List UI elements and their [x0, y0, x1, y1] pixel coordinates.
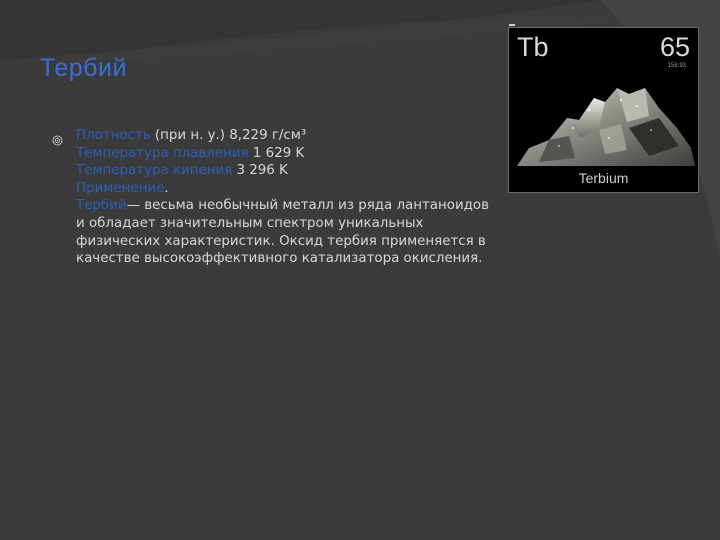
slide-body-text — [76, 127, 526, 268]
slide-title: Тербий — [40, 54, 127, 82]
description-line-3: физических характеристик. Оксид тербия применяется в — [76, 233, 486, 249]
atomic-number: 65 — [659, 32, 690, 62]
density-value: (при н. у.) 8,229 г/см³ — [150, 128, 307, 143]
description-line-1 — [76, 197, 526, 215]
element-symbol: Tb — [517, 32, 549, 62]
usage-link[interactable]: Применение — [76, 180, 165, 196]
card-corner-mark — [509, 24, 515, 26]
terbium-sample-image — [509, 58, 699, 168]
melting-point-link[interactable]: Температура плавления — [76, 145, 249, 161]
melting-point-line — [76, 145, 526, 163]
boiling-point-line — [76, 162, 526, 180]
usage-line — [76, 180, 526, 198]
atomic-mass: 158.93 — [667, 63, 686, 69]
usage-period: . — [164, 180, 169, 196]
target-bullet-icon — [52, 135, 63, 146]
density-link[interactable]: Плотность — [76, 128, 151, 143]
element-name: Terbium — [578, 170, 629, 186]
element-card-image — [508, 27, 699, 193]
melting-point-value: 1 629 K — [248, 145, 305, 161]
terbium-link[interactable]: Тербий — [76, 198, 127, 214]
description-line-4: качестве высокоэффективного катализатора окисления. — [76, 251, 483, 267]
boiling-point-value: 3 296 K — [232, 163, 288, 179]
density-line — [76, 127, 526, 145]
description-line-2: и обладает значительным спектром уникальных — [76, 215, 424, 231]
description-text-1: — весьма необычный металл из ряда лантаноидов — [126, 198, 489, 214]
boiling-point-link[interactable]: Температура кипения — [76, 163, 233, 179]
